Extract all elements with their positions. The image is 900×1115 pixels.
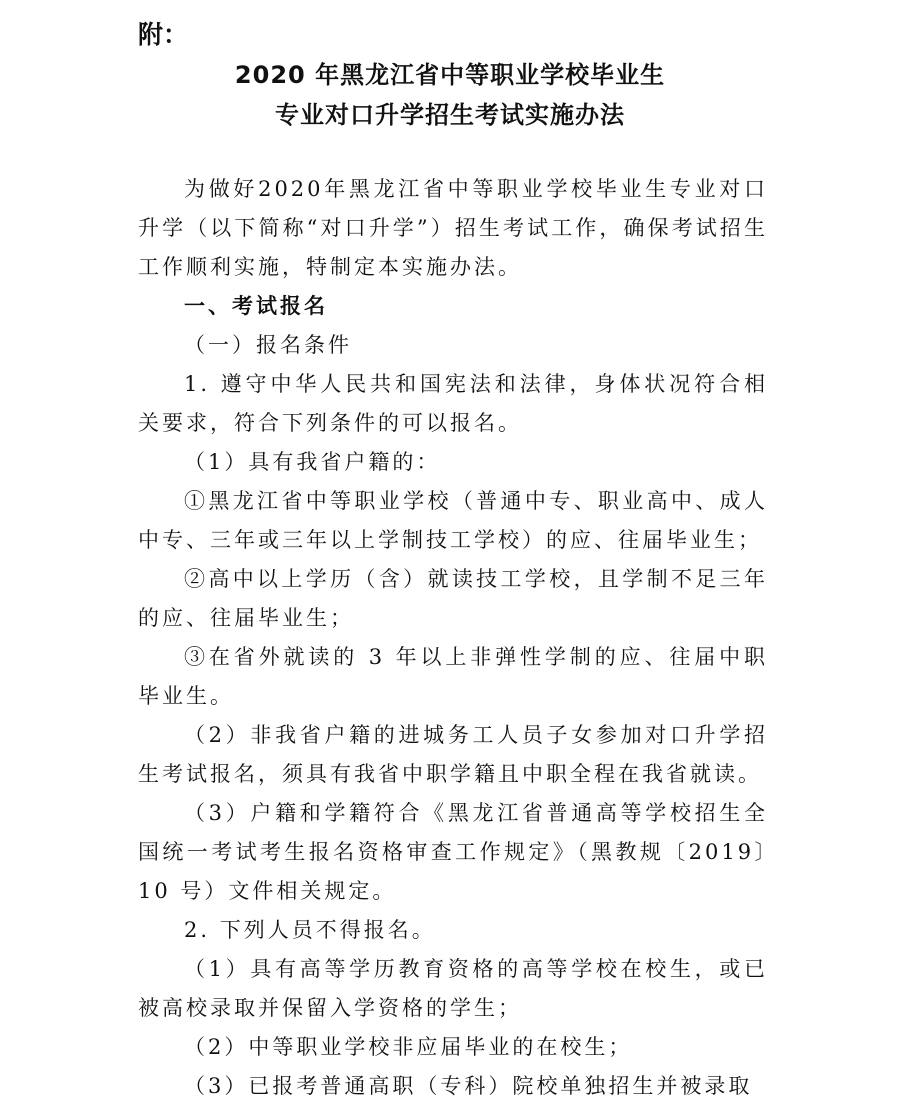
paragraph-item1-3: （3）户籍和学籍符合《黑龙江省普通高等学校招生全国统一考试考生报名资格审查工作规定》（黑教规〔2019〕10 号）文件相关规定。 <box>138 801 768 903</box>
intro-paragraph: 为做好2020年黑龙江省中等职业学校毕业生专业对口升学（以下简称“对口升学”）招生考试工作，确保考试招生工作顺利实施，特制定本实施办法。 <box>138 177 768 279</box>
paragraph-item2: 2. 下列人员不得报名。 <box>184 918 436 942</box>
paragraph-item1-1-c: ③在省外就读的 3 年以上非弹性学制的应、往届中职毕业生。 <box>138 645 768 708</box>
attachment-label: 附： <box>138 20 189 49</box>
paragraph-item1-1-b: ②高中以上学历（含）就读技工学校，且学制不足三年的应、往届毕业生； <box>138 567 768 630</box>
paragraph-item1-2: （2）非我省户籍的进城务工人员子女参加对口升学招生考试报名，须具有我省中职学籍且中职全程在我省就读。 <box>138 723 768 786</box>
document-title-line1: 2020 年黑龙江省中等职业学校毕业生 <box>234 61 666 89</box>
paragraph-item1: 1. 遵守中华人民共和国宪法和法律，身体状况符合相关要求，符合下列条件的可以报名。 <box>138 372 768 435</box>
paragraph-item1-1: （1）具有我省户籍的： <box>184 450 441 474</box>
paragraph-item2-1: （1）具有高等学历教育资格的高等学校在校生，或已被高校录取并保留入学资格的学生； <box>138 957 768 1020</box>
section-heading: 一、考试报名 <box>184 294 328 318</box>
document-body <box>138 170 768 1106</box>
paragraph-item1-1-a: ①黑龙江省中等职业学校（普通中专、职业高中、成人中专、三年或三年以上学制技工学校）的应、往届毕业生； <box>138 489 768 552</box>
subsection-heading: （一）报名条件 <box>184 333 352 357</box>
document-title-line2: 专业对口升学招生考试实施办法 <box>275 101 625 129</box>
paragraph-item2-2: （2）中等职业学校非应届毕业的在校生； <box>184 1035 633 1059</box>
paragraph-item2-3: （3）已报考普通高职（专科）院校单独招生并被录取 <box>184 1074 753 1098</box>
